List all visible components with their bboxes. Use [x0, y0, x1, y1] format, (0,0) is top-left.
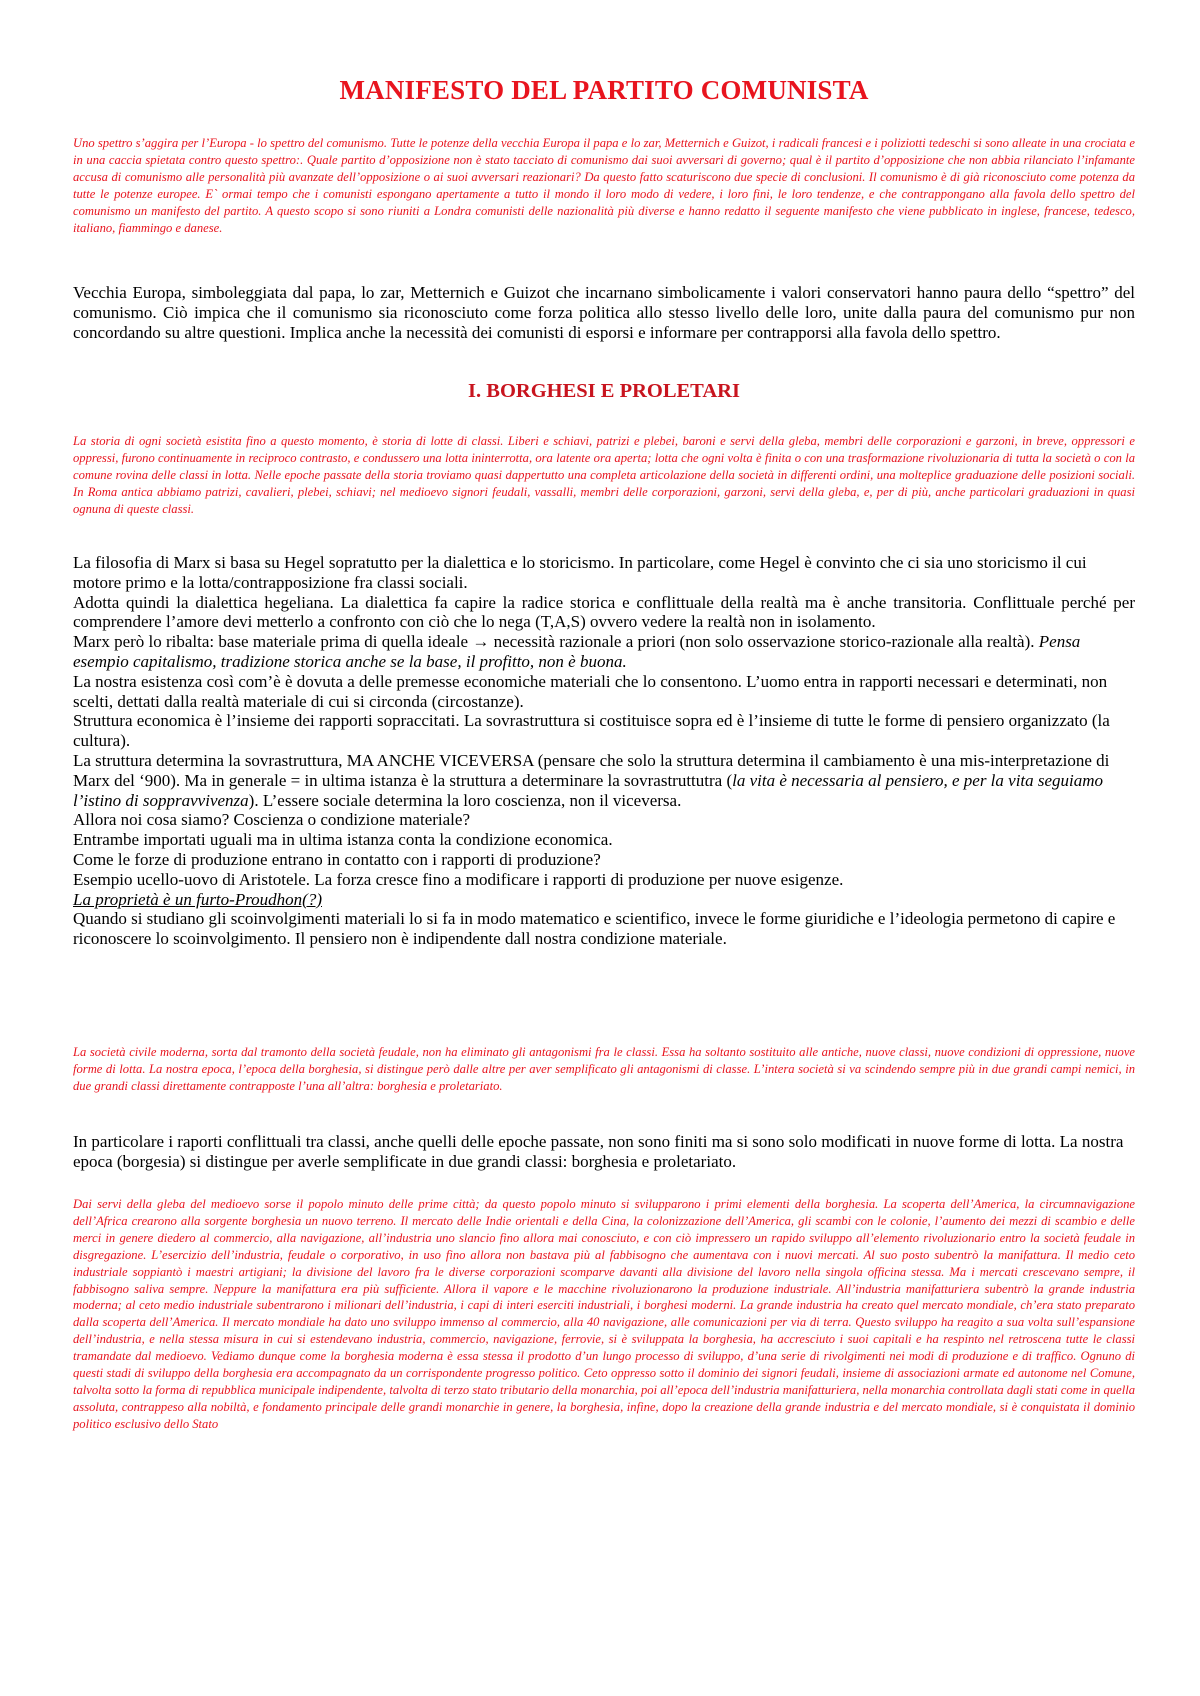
manifesto-quote-modern-society: La società civile moderna, sorta dal tramonto della società feudale, non ha eliminato gli antagonismi fra le classi. Essa ha soltanto sostituito alle antiche, nuove classi, nuove condizioni di oppressione, nuove forme di lotta. La nostra epoca, l’epoca della borghesia, si distingue però dalle altre per aver semplificato gli antagonismi di classe. L’intera società si va scindendo sempre più in due grandi campi nemici, in due grandi classi direttamente contrapposte l’una all’altra: borghesia e proletariato. — [73, 1045, 1135, 1093]
note-line — [73, 751, 1135, 810]
document-title: MANIFESTO DEL PARTITO COMUNISTA — [339, 75, 869, 105]
note-italic-text: la vita è necessaria al pensiero, e per la vita seguiamo l’istino di soppravvivenza — [73, 770, 1104, 810]
note-line: Esempio ucello-uovo di Aristotele. La forza cresce fino a modificare i rapporti di produzione per nuove esigenze. — [73, 869, 844, 889]
note-line: La filosofia di Marx si basa su Hegel sopratutto per la dialettica e lo storicismo. In particolare, come Hegel è convinto che ci sia uno storicismo il cui motore primo e la lotta/contrapposizione fra classi sociali. — [73, 553, 1087, 592]
study-notes-block — [73, 553, 1135, 949]
commentary-paragraph-conflicts: In particolare i raporti conflittuali tra classi, anche quelli delle epoche passate, non sono finiti ma si sono solo modificati in nuove forme di lotta. La nostra epoca (borgesia) si distingue per averle semplificate in due grandi classi: borghesia e proletariato. — [73, 1132, 1124, 1171]
note-line: Entrambe importati uguali ma in ultima istanza conta la condizione economica. — [73, 830, 613, 850]
note-line — [73, 632, 1135, 672]
manifesto-quote-rise-of-bourgeoisie: Dai servi della gleba del medioevo sorse il popolo minuto delle prime città; da questo popolo minuto si svilupparono i primi elementi della borghesia. La scoperta dell’America, la circumnavigazione dell’Africa crearono alla sorgente borghesia un nuovo terreno. Il mercato delle Indie orientali e della Cina, la colonizzazione dell’America, gli scambi con le colonie, l’aumento dei mezzi di scambio e delle merci in genere diedero al commercio, alla navigazione, all’industria uno slancio fino allora mai conosciuto, e con ciò impressero un rapido sviluppo all’elemento rivoluzionario entro la società feudale in disgregazione. L’esercizio dell’industria, feudale o corporativo, in uso fino allora non bastava più al fabbisogno che aumentava con i nuovi mercati. Al suo posto subentrò la manifattura. Il medio ceto industriale soppiantò i maestri artigiani; la divisione del lavoro fra le diverse corporazioni scomparve davanti alla divisione del lavoro nella singola officina stessa. Ma i mercati crescevano sempre, il fabbisogno saliva sempre. Neppure la manifattura era più sufficiente. Allora il vapore e le macchine rivoluzionarono la produzione industriale. All’industria manifatturiera subentrò la grande industria moderna; al ceto medio industriale subentrarono i milionari dell’industria, i capi di interi eserciti industriali, i borghesi moderni. La grande industria ha creato quel mercato mondiale, ch’era stato preparato dalla scoperta dell’America. Il mercato mondiale ha dato uno sviluppo immenso al commercio, alla 40 navigazione, alle comunicazioni per via di terra. Questo sviluppo ha reagito a sua volta sull’espansione dell’industria, e nella stessa misura in cui si estendevano industria, commercio, navigazione, ferrovie, si è sviluppata la borghesia, ha accresciuto i suoi capitali e ha respinto nel retroscena tutte le classi tramandate dal medioevo. Vediamo dunque come la borghesia moderna è essa stessa il prodotto d’un lungo processo di sviluppo, d’una serie di rivolgimenti nei modi di produzione e di traffico. Ognuno di questi stadi di sviluppo della borghesia era accompagnato da un corrispondente progresso politico. Ceto oppresso sotto il dominio dei signori feudali, insieme di associazioni armate ed autonome nel Comune, talvolta sotto la forma di repubblica municipale indipendente, talvolta di terzo stato tributario della monarchia, poi all’epoca dell’industria manifatturiera, nella monarchia controllata dagli stati come in quella assoluta, contrappeso alla nobiltà, e fondamento principale delle grandi monarchie in genere, la borghesia, infine, dopo la creazione della grande industria e del mercato mondiale, si è conquistata il dominio politico esclusivo dello Stato — [73, 1197, 1135, 1431]
note-line: La nostra esistenza così com’è è dovuta a delle premesse economiche materiali che lo consentono. L’uomo entra in rapporti necessari e determinati, non scelti, dettati dalla realtà materiale di cui si circonda (circostanze). — [73, 671, 1108, 711]
note-line: Adotta quindi la dialettica hegeliana. La dialettica fa capire la radice storica e conflittuale della realtà ma è anche transitoria. Conflittuale perché per comprendere l’amore devi metterlo a confronto con ciò che lo nega (T,A,S) ovvero vedere la realtà non in isolamento. — [73, 592, 1135, 632]
note-line: Quando si studiano gli scoinvolgimenti materiali lo si fa in modo matematico e scientifico, invece le forme giuridiche e l’ideologia permetono di capire e riconoscere lo scoinvolgimento. Il pensiero non è indipendente dall nostra condizione materiale. — [73, 909, 1116, 949]
manifesto-quote-class-struggle: La storia di ogni società esistita fino a questo momento, è storia di lotte di classi. Liberi e schiavi, patrizi e plebei, baroni e servi della gleba, membri delle corporazioni e garzoni, in breve, oppressori e oppressi, furono continuamente in reciproco contrasto, e condussero una lotta ininterrotta, ora latente ora aperta; lotta che ogni volta è finita o con una trasformazione rivoluzionaria di tutta la società o con la comune rovina delle classi in lotta. Nelle epoche passate della storia troviamo quasi dappertutto una completa articolazione della società in differenti ordini, una molteplice graduazione delle posizioni sociali. In Roma antica abbiamo patrizi, cavalieri, plebei, schiavi; nel medioevo signori feudali, vassalli, membri delle corporazioni, garzoni, servi della gleba, e, per di più, anche particolari graduazioni in quasi ognuna di queste classi. — [73, 434, 1135, 516]
note-line-underlined: La proprietà è un furto-Proudhon(?) — [73, 889, 323, 909]
manifesto-quote-preamble: Uno spettro s’aggira per l’Europa - lo spettro del comunismo. Tutte le potenze della vecchia Europa il papa e lo zar, Metternich e Guizot, i radicali francesi e i poliziotti tedeschi si sono alleate in una crociata e in una caccia spietata contro questo spettro:. Quale partito d’opposizione non è stato tacciato di comunismo dai suoi avversari di governo; qual è il partito d’opposizione che non abbia rilanciato l’infamante accusa di comunismo alle personalità più avanzate dell’opposizione o ai suoi avversari reazionari? Da questo fatto scaturiscono due specie di conclusioni. Il comunismo è di già riconosciuto come potenza da tutte le potenze europee. E` ormai tempo che i comunisti espongano apertamente a tutto il mondo il loro modo di vedere, i loro fini, le loro tendenze, e che contrappongano alla favola dello spettro del comunismo un manifesto del partito. A questo scopo si sono riuniti a Londra comunisti delle nazionalità più diverse e hanno redatto il seguente manifesto che viene pubblicato in inglese, francese, tedesco, italiano, fiammingo e danese. — [73, 136, 1135, 235]
note-line: Come le forze di produzione entrano in contatto con i rapporti di produzione? — [73, 849, 601, 869]
commentary-paragraph-europe: Vecchia Europa, simboleggiata dal papa, lo zar, Metternich e Guizot che incarnano simbolicamente i valori conservatori hanno paura dello “spettro” del comunismo. Ciò impica che il comunismo sia riconosciuto come forza politica allo stesso livello delle loro, unite dalla paura del comunismo pur non concordando su altre questioni. Implica anche la necessità dei comunisti di esporsi e informare per contrapporsi alla favola dello spettro. — [73, 283, 1135, 342]
section-heading-borghesi-proletari: I. BORGHESI E PROLETARI — [468, 380, 740, 402]
note-text: La struttura determina la sovrastruttura, MA ANCHE VICEVERSA (pensare che solo la struttura determina il cambiamento è una mis-interpretazione di Marx del ‘900). Ma in generale = in ultima istanza è la struttura a determinare la sovrastruttutra ( — [73, 750, 1110, 790]
note-italic-text: Pensa esempio capitalismo, tradizione storica anche se la base, il profitto, non è buona. — [73, 632, 1081, 671]
note-line: Struttura economica è l’insieme dei rapporti sopraccitati. La sovrastruttura si costituisce sopra ed è l’insieme di tutte le forme di pensiero organizzato (la cultura). — [73, 711, 1110, 751]
note-text: Marx però lo ribalta: base materiale prima di quella ideale → necessità razionale a priori (non solo osservazione storico-razionale alla realtà). — [73, 632, 1039, 652]
note-text: ). L’essere sociale determina la loro coscienza, non il viceversa. — [248, 790, 682, 810]
note-line: Allora noi cosa siamo? Coscienza o condizione materiale? — [73, 810, 470, 830]
